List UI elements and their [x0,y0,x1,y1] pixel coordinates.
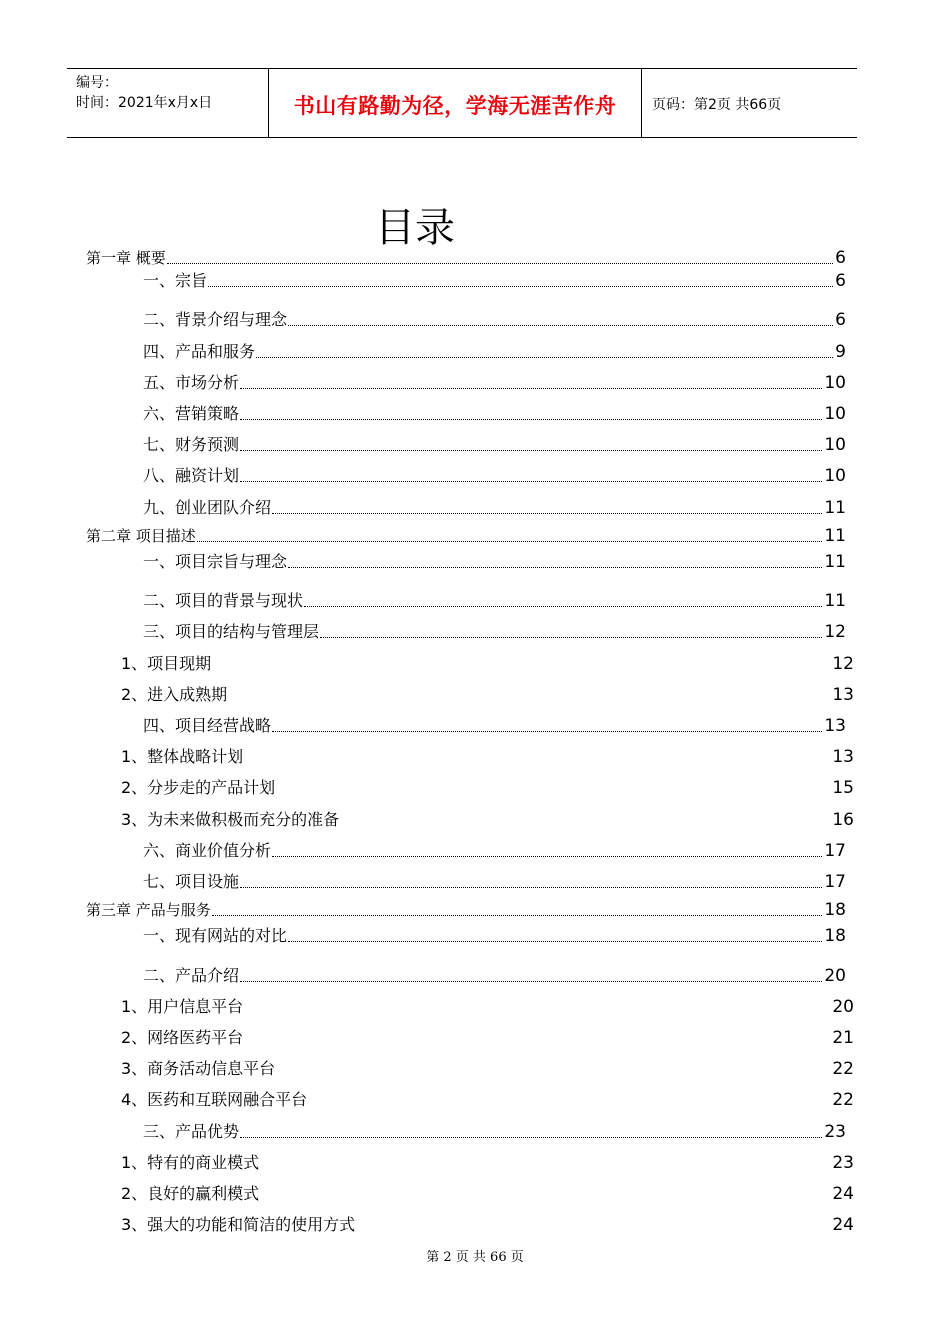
toc-entry-page: 24 [832,1215,854,1235]
toc-entry[interactable] [143,435,846,455]
toc-entry[interactable] [143,404,846,424]
toc-entry[interactable] [143,872,846,892]
toc-entry[interactable] [143,373,846,393]
toc-entry[interactable] [143,552,846,572]
toc-entry-page: 13 [832,747,854,767]
toc-dot-leader [212,914,823,916]
header-motto: 书山有路勤为径，学海无涯苦作舟 [293,93,617,118]
toc-entry-label: 三、产品优势 [143,1122,240,1141]
toc-entry[interactable] [143,926,846,946]
toc-entry-label: 七、财务预测 [143,435,240,454]
toc-entry-label: 1、项目现期 [121,654,212,673]
toc-dot-leader [288,940,822,942]
document-number-label: 编号： [76,75,118,91]
toc-title: 目录 [375,205,455,251]
toc-dot-leader [288,566,822,568]
toc-entry-label: 五、市场分析 [143,373,240,392]
toc-entry-page: 10 [824,435,846,455]
toc-entry-label: 三、项目的结构与管理层 [143,622,320,641]
toc-entry-page: 22 [832,1090,854,1110]
header-page-info: 页码：第2页 共66页 [652,97,782,113]
toc-entry-label: 3、为未来做积极而充分的准备 [121,810,340,829]
toc-entry-page: 23 [824,1122,846,1142]
toc-entry-label: 九、创业团队介绍 [143,498,272,517]
toc-entry-page: 22 [832,1059,854,1079]
toc-entry-label: 二、产品介绍 [143,966,240,985]
page-footer: 第 2 页 共 66 页 [426,1250,524,1265]
toc-entry-page: 10 [824,404,846,424]
toc-entry[interactable] [143,1122,846,1142]
toc-entry[interactable] [143,966,846,986]
toc-dot-leader [272,730,822,732]
toc-dot-leader [240,418,822,420]
toc-entry[interactable] [143,841,846,861]
toc-entry[interactable] [121,1153,854,1173]
toc-entry-label: 二、项目的背景与现状 [143,591,304,610]
toc-entry-page: 6 [835,310,846,330]
toc-entry[interactable] [121,685,854,705]
toc-entry-page: 15 [832,778,854,798]
toc-entry-label: 第三章 产品与服务 [86,901,211,919]
toc-dot-leader [272,512,822,514]
toc-entry[interactable] [86,526,846,546]
toc-entry-page: 18 [824,926,846,946]
toc-entry-label: 七、项目设施 [143,872,240,891]
toc-entry-page: 21 [832,1028,854,1048]
toc-entry-label: 3、强大的功能和简洁的使用方式 [121,1215,356,1234]
toc-entry-page: 13 [832,685,854,705]
toc-entry-page: 12 [832,654,854,674]
toc-entry-label: 一、现有网站的对比 [143,926,288,945]
toc-entry[interactable] [121,747,854,767]
toc-entry[interactable] [143,498,846,518]
toc-entry-label: 4、医药和互联网融合平台 [121,1090,308,1109]
toc-dot-leader [197,540,823,542]
toc-entry-page: 11 [824,591,846,611]
toc-entry-label: 二、背景介绍与理念 [143,310,288,329]
toc-entry[interactable] [121,810,854,830]
toc-entry-label: 3、商务活动信息平台 [121,1059,276,1078]
toc-entry-label: 六、商业价值分析 [143,841,272,860]
toc-entry-label: 2、进入成熟期 [121,685,228,704]
header-motto-cell [269,69,642,137]
toc-entry-page: 12 [824,622,846,642]
toc-entry-page: 11 [824,552,846,572]
toc-entry[interactable] [86,248,846,268]
toc-entry-page: 17 [824,872,846,892]
page-header [67,68,857,138]
toc-entry-label: 第一章 概要 [86,249,166,267]
toc-dot-leader [240,980,822,982]
toc-dot-leader [320,636,822,638]
toc-dot-leader [240,1136,822,1138]
toc-entry-label: 1、用户信息平台 [121,997,244,1016]
toc-entry-label: 2、良好的赢利模式 [121,1184,260,1203]
header-page-cell [642,69,857,137]
toc-dot-leader [256,356,833,358]
toc-entry-label: 八、融资计划 [143,466,240,485]
toc-entry[interactable] [143,591,846,611]
toc-dot-leader [304,605,822,607]
toc-entry-page: 10 [824,373,846,393]
toc-dot-leader [240,886,822,888]
toc-entry-label: 1、特有的商业模式 [121,1153,260,1172]
toc-entry-label: 1、整体战略计划 [121,747,244,766]
toc-entry-page: 18 [824,900,846,920]
toc-entry[interactable] [121,1090,854,1110]
toc-entry-page: 16 [832,810,854,830]
toc-dot-leader [240,480,822,482]
toc-entry[interactable] [121,1215,854,1235]
toc-entry-label: 一、宗旨 [143,271,208,290]
toc-entry[interactable] [143,271,846,291]
toc-entry[interactable] [143,310,846,330]
toc-dot-leader [240,449,822,451]
toc-entry-page: 17 [824,841,846,861]
toc-dot-leader [240,387,822,389]
toc-entry-label: 四、产品和服务 [143,342,256,361]
toc-entry[interactable] [121,654,854,674]
toc-dot-leader [288,324,833,326]
toc-entry-page: 6 [835,248,846,268]
toc-entry-page: 23 [832,1153,854,1173]
toc-dot-leader [208,285,833,287]
toc-entry[interactable] [121,1059,854,1079]
toc-entry[interactable] [121,778,854,798]
toc-dot-leader [167,262,833,264]
toc-entry-label: 六、营销策略 [143,404,240,423]
toc-entry-page: 6 [835,271,846,291]
toc-entry-label: 2、分步走的产品计划 [121,778,276,797]
toc-entry-label: 2、网络医药平台 [121,1028,244,1047]
toc-entry-page: 20 [832,997,854,1017]
document-time-label: 时间：2021年x月x日 [76,95,213,111]
toc-dot-leader [272,855,822,857]
toc-entry[interactable] [121,1184,854,1204]
toc-entry[interactable] [121,997,854,1017]
toc-entry-page: 13 [824,716,846,736]
toc-entry-page: 11 [824,498,846,518]
toc-entry[interactable] [143,466,846,486]
toc-entry[interactable] [143,342,846,362]
toc-entry-page: 20 [824,966,846,986]
toc-entry-label: 第二章 项目描述 [86,527,196,545]
header-meta-cell [67,69,269,137]
toc-entry[interactable] [121,1028,854,1048]
toc-entry[interactable] [143,716,846,736]
toc-entry[interactable] [143,622,846,642]
toc-entry-page: 24 [832,1184,854,1204]
toc-entry-page: 9 [835,342,846,362]
toc-entry-page: 11 [824,526,846,546]
toc-entry-page: 10 [824,466,846,486]
toc-entry-label: 一、项目宗旨与理念 [143,552,288,571]
toc-entry[interactable] [86,900,846,920]
toc-entry-label: 四、项目经营战略 [143,716,272,735]
